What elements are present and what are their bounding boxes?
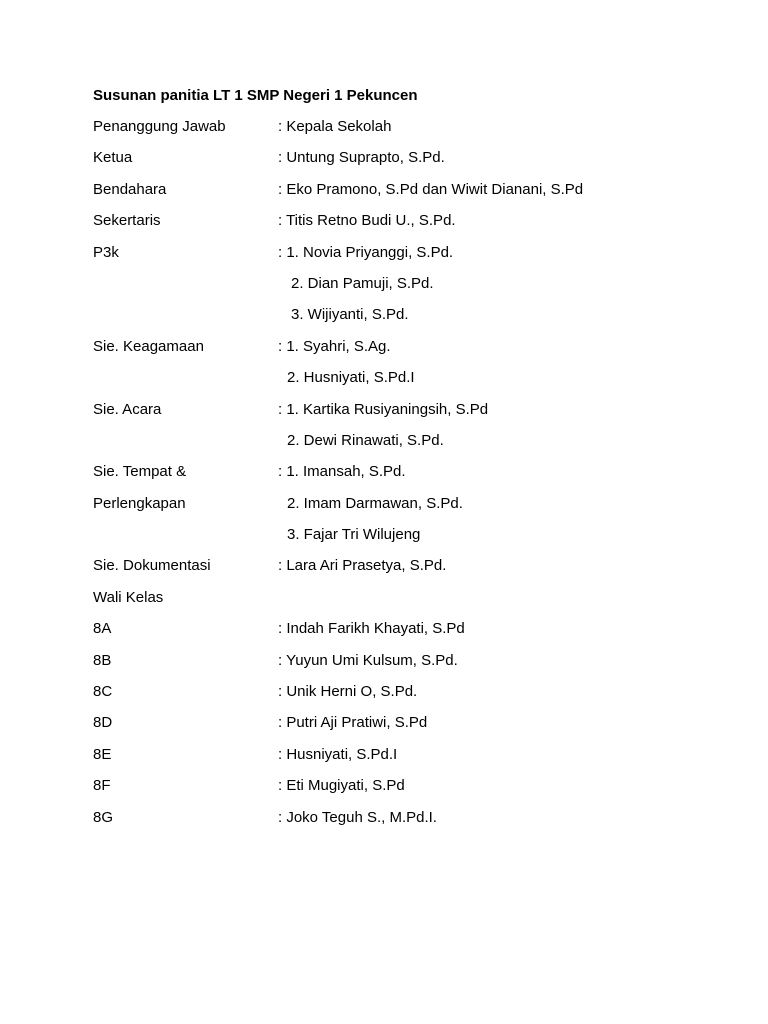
row-value: : Untung Suprapto, S.Pd. [278,149,445,167]
committee-row [93,357,713,388]
row-value: : 1. Kartika Rusiyaningsih, S.Pd [278,400,489,418]
committee-row [93,640,713,671]
row-label: Sie. Acara [93,400,162,418]
row-value: 2. Husniyati, S.Pd.I [287,369,415,387]
committee-row [93,294,713,325]
committee-row [93,797,713,828]
row-label: 8D [93,714,113,732]
row-label: Sie. Tempat & [93,463,187,481]
row-label: 8B [93,651,112,669]
document-page [93,86,713,828]
committee-row [93,608,713,639]
row-label: Penanggung Jawab [93,118,226,135]
row-value: : Husniyati, S.Pd.I [278,745,398,763]
committee-row [93,577,713,608]
row-value: : Putri Aji Pratiwi, S.Pd [278,714,428,732]
row-value: : Yuyun Umi Kulsum, S.Pd. [278,651,458,669]
row-label: 8E [93,745,112,763]
committee-row [93,389,713,420]
committee-row [93,420,713,451]
row-label: Wali Kelas [93,588,164,606]
row-label: Sekertaris [93,212,161,230]
row-value: : Lara Ari Prasetya, S.Pd. [278,557,447,575]
committee-row [93,451,713,482]
row-label: Ketua [93,149,133,167]
committee-row [93,765,713,796]
committee-row [93,483,713,514]
committee-row [93,232,713,263]
row-label: 8C [93,683,113,701]
row-label: 8F [93,777,111,795]
committee-row [93,671,713,702]
row-value: 3. Fajar Tri Wilujeng [287,526,421,544]
row-value: 2. Dian Pamuji, S.Pd. [291,274,434,292]
row-value: : 1. Novia Priyanggi, S.Pd. [278,243,454,261]
row-value: : Indah Farikh Khayati, S.Pd [278,620,465,638]
row-label: Bendahara [93,180,167,198]
committee-row [93,734,713,765]
row-value: 2. Dewi Rinawati, S.Pd. [287,431,444,449]
row-value: : 1. Imansah, S.Pd. [278,463,406,481]
committee-row [93,169,713,200]
row-value: : Eko Pramono, S.Pd dan Wiwit Dianani, S.Pd [278,180,584,198]
row-value: : 1. Syahri, S.Ag. [278,337,391,355]
row-value: : Joko Teguh S., M.Pd.I. [278,808,437,826]
row-label: 8G [93,808,114,826]
committee-row [93,514,713,545]
row-value: : Unik Herni O, S.Pd. [278,683,418,701]
committee-row [93,326,713,357]
document-title: Susunan panitia LT 1 SMP Negeri 1 Pekuncen [93,87,418,104]
row-label: Perlengkapan [93,494,186,512]
committee-row [93,545,713,576]
row-value: : Titis Retno Budi U., S.Pd. [278,212,456,230]
committee-row [93,137,713,168]
committee-row [93,200,713,231]
row-value: : Kepala Sekolah [278,118,392,135]
row-label: Sie. Dokumentasi [93,557,211,575]
row-label: P3k [93,243,119,261]
row-label: 8A [93,620,112,638]
row-value: 2. Imam Darmawan, S.Pd. [287,494,463,512]
committee-row [93,263,713,294]
committee-row [93,106,713,137]
committee-row [93,702,713,733]
row-value: 3. Wijiyanti, S.Pd. [291,306,409,324]
row-label: Sie. Keagamaan [93,337,204,355]
row-value: : Eti Mugiyati, S.Pd [278,777,405,795]
